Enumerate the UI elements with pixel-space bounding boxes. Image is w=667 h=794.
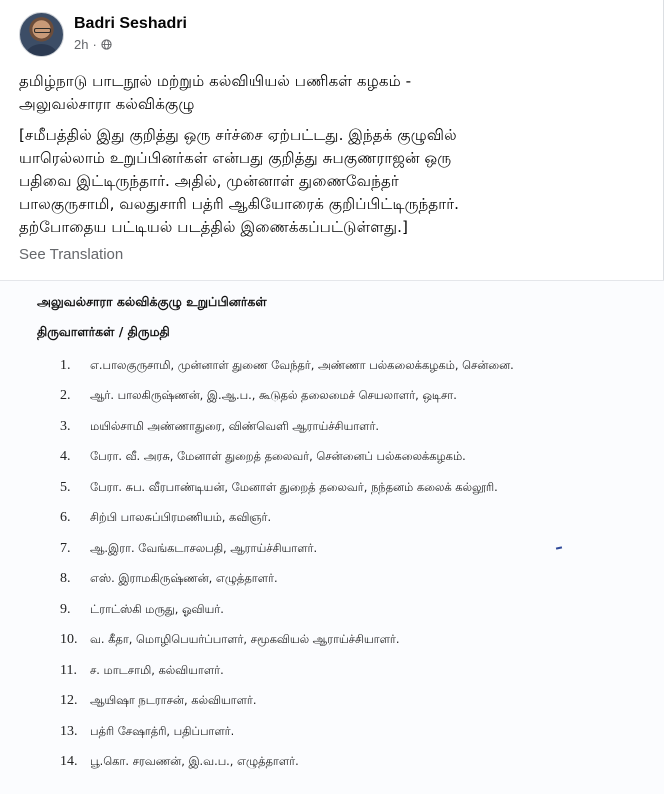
post-timestamp[interactable]: 2h (74, 37, 89, 52)
list-item (60, 480, 498, 496)
post-heading-line-1: தமிழ்நாடு பாடநூல் மற்றும் கல்வியியல் பணிகள் கழகம் - (19, 72, 412, 90)
list-item-text: ச. மாடசாமி, கல்வியாளர். (90, 663, 224, 677)
post-text (19, 70, 649, 239)
list-item (60, 693, 257, 709)
post-body-line-4: பாலகுருசாமி, வலதுசாரி பத்ரி ஆகியோரைக் குறிப்பிட்டிருந்தார். (19, 195, 460, 213)
list-item-number: 13. (60, 724, 78, 739)
list-item-text: வ. கீதா, மொழிபெயர்ப்பாளர், சமூகவியல் ஆராய்ச்சியாளர். (90, 632, 400, 646)
globe-icon (101, 39, 112, 50)
list-item-number: 2. (60, 388, 71, 403)
attached-document-image[interactable] (0, 280, 664, 794)
list-item-text: பேரா. வீ. அரசு, மேனாள் துறைத் தலைவர், சென்னைப் பல்கலைக்கழகம். (90, 449, 466, 463)
document-subtitle: திருவாளர்கள் / திருமதி (37, 324, 170, 339)
list-item-text: ட்ராட்ஸ்கி மருது, ஓவியர். (90, 602, 224, 616)
list-item-number: 6. (60, 510, 71, 525)
list-item (60, 541, 317, 557)
post-meta (74, 14, 187, 52)
list-item-number: 12. (60, 693, 78, 708)
post-heading (19, 70, 649, 116)
list-item-text: எஸ். இராமகிருஷ்ணன், எழுத்தாளர். (90, 571, 278, 585)
document-title: அலுவல்சாரா கல்விக்குழு உறுப்பினர்கள் (37, 294, 267, 309)
list-item-number: 11. (60, 663, 77, 678)
post-body-line-3: பதிவை இட்டிருந்தார். அதில், முன்னாள் துணைவேந்தர் (19, 172, 399, 190)
list-item (60, 388, 457, 404)
list-item-text: பூ.கொ. சரவணன், இ.வ.ப., எழுத்தாளர். (90, 754, 299, 768)
post-heading-line-2: அலுவல்சாரா கல்விக்குழு (19, 95, 195, 113)
list-item-number: 8. (60, 571, 71, 586)
list-item-number: 14. (60, 754, 78, 769)
list-item (60, 419, 379, 435)
separator-dot: · (92, 37, 97, 52)
ink-speck (556, 546, 562, 549)
list-item-text: பேரா. சுப. வீரபாண்டியன், மேனாள் துறைத் தலைவர், நந்தனம் கலைக் கல்லூரி. (90, 480, 498, 494)
list-item-number: 9. (60, 602, 71, 617)
avatar[interactable] (19, 12, 64, 57)
list-item (60, 358, 514, 374)
author-name[interactable]: Badri Seshadri (74, 15, 187, 32)
list-item-number: 10. (60, 632, 78, 647)
post-body-line-1: [சமீபத்தில் இது குறித்து ஒரு சர்ச்சை ஏற்பட்டது. இந்தக் குழுவில் (19, 126, 457, 144)
post-body-line-2: யாரெல்லாம் உறுப்பினர்கள் என்பது குறித்து சுபகுணராஜன் ஒரு (19, 149, 452, 167)
list-item-text: எ.பாலகுருசாமி, முன்னாள் துணை வேந்தர், அண்ணா பல்கலைக்கழகம், சென்னை. (90, 358, 514, 372)
avatar-shoulders (26, 44, 57, 57)
list-item (60, 449, 466, 465)
post-body-line-5: தற்போதைய பட்டியல் படத்தில் இணைக்கப்பட்டுள்ளது.] (19, 218, 408, 236)
list-item (60, 754, 299, 770)
list-item (60, 602, 224, 618)
list-item-number: 4. (60, 449, 71, 464)
list-item-text: ஆர். பாலகிருஷ்ணன், இ.ஆ.ப., கூடுதல் தலைமைச் செயலாளர், ஒடிசா. (90, 388, 457, 402)
list-item-text: ஆயிஷா நடராசன், கல்வியாளர். (90, 693, 257, 707)
list-item (60, 571, 278, 587)
list-item (60, 663, 224, 679)
list-item-number: 1. (60, 358, 71, 373)
list-item-text: ஆ.இரா. வேங்கடாசலபதி, ஆராய்ச்சியாளர். (90, 541, 318, 555)
avatar-glasses (34, 28, 51, 33)
list-item-number: 3. (60, 419, 71, 434)
list-item-text: பத்ரி சேஷாத்ரி, பதிப்பாளர். (90, 724, 235, 738)
post-body (19, 124, 649, 239)
list-item-text: மயில்சாமி அண்ணாதுரை, விண்வெளி ஆராய்ச்சியாளர். (90, 419, 380, 433)
post-header (19, 12, 187, 57)
list-item-number: 7. (60, 541, 71, 556)
list-item (60, 724, 234, 740)
list-item (60, 510, 271, 526)
list-item (60, 632, 399, 648)
post-time-row (74, 37, 187, 52)
list-item-number: 5. (60, 480, 71, 495)
list-item-text: சிற்பி பாலசுப்பிரமணியம், கவிஞர். (90, 510, 272, 524)
see-translation-link[interactable]: See Translation (19, 246, 124, 263)
